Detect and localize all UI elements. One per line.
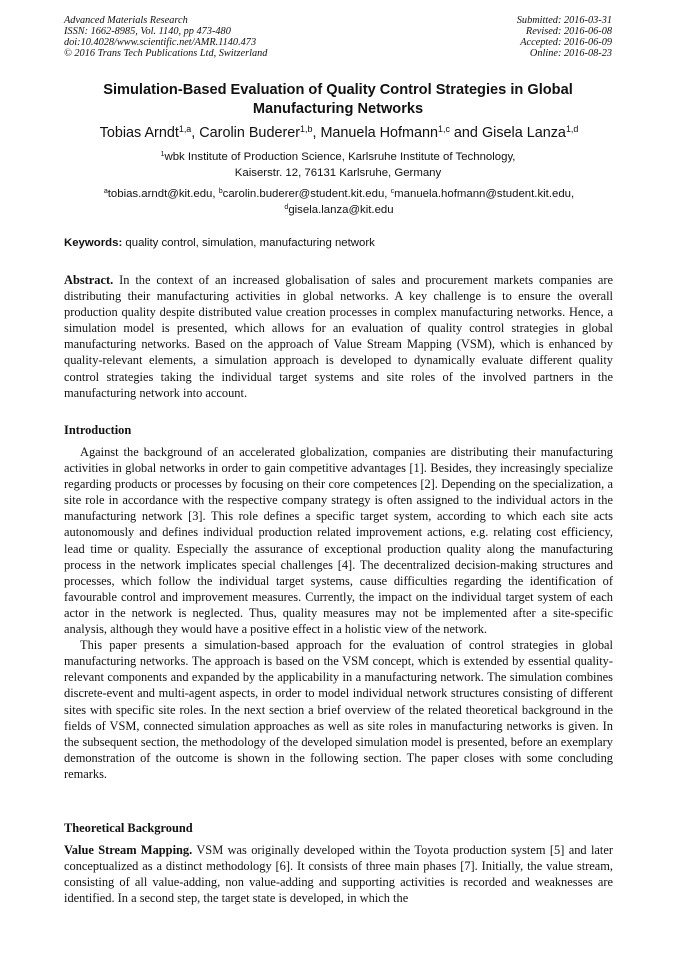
affiliation-address: Kaiserstr. 12, 76131 Karlsruhe, Germany xyxy=(234,167,442,179)
email-marker: a xyxy=(103,188,108,196)
paragraph: VSM was originally developed within the Toyota production system [5] and later conceptualized as a distinct methodology [6]. It consists of three main phases [7]. Initially, the value stream, consisting of all value-adding, non value-adding and supporting activities is recorded and weaknesses are identified. In a second step, the target state is developed, in which the xyxy=(64,843,613,906)
keywords xyxy=(64,236,612,250)
paragraph: This paper presents a simulation-based approach for the evaluation of control strategies in global manufacturing networks. The approach is based on the VSM concept, which is extended by essential quality-relevant components and expanded by the applicability in a manufacturing network. The simulation combines discrete-event and multi-agent aspects, in order to model individual network structures consisting of different sites with specific site roles. In the next section a brief overview of the related theoretical background in the fields of VSM, connected simulation approaches as well as site roles in manufacturing networks is given. In the subsequent section, the methodology of the developed simulation model is presented, before an exemplary demonstration of the outcome is shown in the following section. The paper closes with some concluding remarks. xyxy=(64,638,613,781)
abstract xyxy=(64,272,613,401)
keywords-label: Keywords: xyxy=(64,237,123,249)
author-separator: and xyxy=(449,125,482,141)
author-marker: 1,d xyxy=(565,124,579,135)
doi-line: doi:10.4028/www.scientific.net/AMR.1140.473 xyxy=(64,37,257,48)
journal-name: Advanced Materials Research xyxy=(64,15,188,26)
email-address: manuela.hofmann@student.kit.edu, xyxy=(394,188,575,200)
theoretical-background-section xyxy=(64,842,613,906)
author-emails: $^a$tobias.arndt@kit.edu, $^b$carolin.buderer@student.kit.edu, $^c$manuela.hofmann@student.kit.edu, $^d$gisela.lanza@kit.edu xyxy=(103,188,575,216)
copyright-line: © 2016 Trans Tech Publications Ltd, Switzerland xyxy=(64,48,268,59)
subsection-heading-vsm: Value Stream Mapping. xyxy=(64,843,193,857)
email-marker: c xyxy=(390,188,395,196)
section-heading-theoretical-background: Theoretical Background xyxy=(64,821,193,835)
author-name: Carolin Buderer xyxy=(199,125,301,141)
abstract-label: Abstract. xyxy=(64,273,114,287)
author-name: Manuela Hofmann xyxy=(320,125,439,141)
revised-date: Revised: 2016-06-08 xyxy=(525,26,612,37)
author-separator: , xyxy=(312,125,321,141)
email-address: carolin.buderer@student.kit.edu xyxy=(222,188,385,200)
paper-title: Simulation-Based Evaluation of Quality Control Strategies in Global Manufacturing Networks xyxy=(103,82,573,117)
submitted-date: Submitted: 2016-03-31 xyxy=(516,15,612,26)
journal-info xyxy=(64,15,267,59)
email-address: tobias.arndt@kit.edu xyxy=(107,188,213,200)
email-marker: d xyxy=(284,204,289,212)
online-date: Online: 2016-08-23 xyxy=(529,48,612,59)
author-separator: , xyxy=(191,125,200,141)
author-marker: 1,c xyxy=(438,124,450,135)
author-name: Gisela Lanza xyxy=(481,125,566,141)
issn-line: ISSN: 1662-8985, Vol. 1140, pp 473-480 xyxy=(64,26,231,37)
affiliation-marker: 1 xyxy=(160,151,165,159)
email-address: gisela.lanza@kit.edu xyxy=(288,204,394,216)
publication-dates xyxy=(517,15,612,59)
accepted-date: Accepted: 2016-06-09 xyxy=(520,37,612,48)
author-name: Tobias Arndt xyxy=(99,125,179,141)
author-marker: 1,a xyxy=(178,124,192,135)
paragraph: Against the background of an accelerated globalization, companies are distributing their manufacturing activities in global networks in order to gain competitive advantages [1]. Besides, they increasingly specialize regarding products or processes by focusing on their core competences [2]. Depending on the specialization, a site role in accordance with the respective company strategy is often assigned to the individual actors in the manufacturing network [3]. This role defines a specific target system, according to which each site acts autonomously and defines individual production related improvement actions, e.g. relating cost efficiency, lead time or quality. Especially the assurance of exceptional production quality along the manufacturing process in the network implicates special challenges [4]. The decentralized decision-making structures and processes, which follow the individual target systems, cause difficulties regarding the identification of favourable control and improvement measures. Currently, the impact on the individual target system of each actor in the network is neglected. Thus, quality measures may not be implemented after a site-specific analysis, although they would have a positive effect in a holistic view of the network. xyxy=(64,445,613,637)
author-list xyxy=(40,124,638,142)
affiliation-line: wbk Institute of Production Science, Karlsruhe Institute of Technology, xyxy=(164,151,516,163)
affiliation xyxy=(60,149,616,181)
email-marker: b xyxy=(218,188,223,196)
abstract-text: In the context of an increased globalisation of sales and procurement markets companies are distributing their manufacturing activities in global networks. A key challenge is to ensure the overall production quality despite distributed value creation processes in complex manufacturing networks. Hence, a simulation model is presented, which allows for an evaluation of quality control strategies in global manufacturing networks. Based on the approach of Value Stream Mapping (VSM), which is enhanced by quality-relevant elements, a simulation approach is developed to dynamically evaluate different quality control strategies taking the individual target systems and site roles of the involved partners in the manufacturing network into account. xyxy=(64,273,613,400)
keywords-text: quality control, simulation, manufacturing network xyxy=(122,237,375,249)
author-marker: 1,b xyxy=(300,124,313,135)
section-heading-introduction: Introduction xyxy=(64,423,132,437)
introduction-section xyxy=(64,444,613,782)
